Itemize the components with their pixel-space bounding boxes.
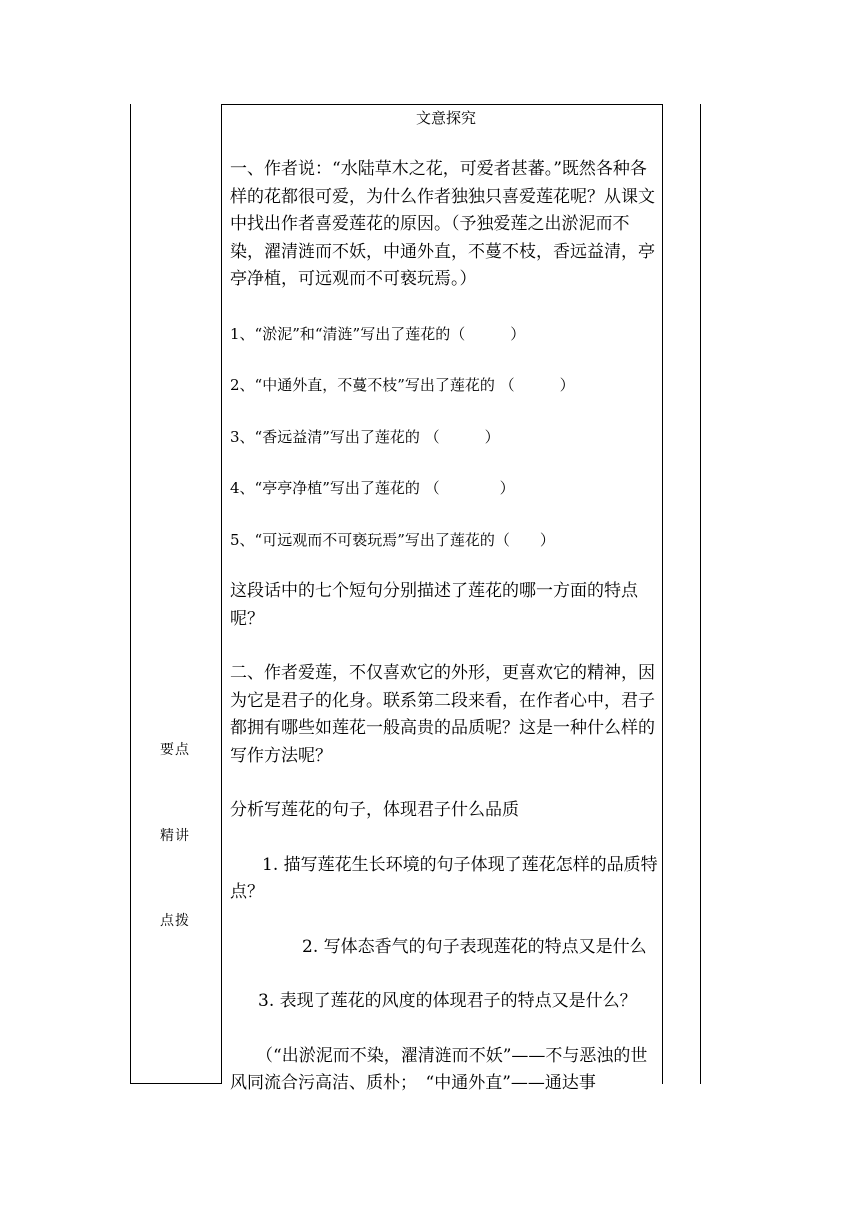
side-label-explanation: 精讲 (160, 828, 190, 844)
content-cell (230, 104, 662, 1125)
question-one-item-4: 4、“亭亭净植”写出了莲花的 （ ） (230, 479, 515, 497)
content-inner-right-border (662, 104, 663, 1084)
column-divider (221, 104, 222, 1084)
analysis-heading: 分析写莲花的句子，体现君子什么品质 (230, 800, 519, 820)
question-one-item-5: 5、“可远观而不可亵玩焉”写出了莲花的（ ） (230, 530, 555, 549)
sub-question-2: 2. 写体态香气的句子表现莲花的特点又是什么 (302, 936, 647, 957)
question-two-intro: 二、作者爱莲，不仅喜欢它的外形，更喜欢它的精神，因为它是君子的化身。联系第二段来看，在作者心中，君子都拥有哪些如莲花一般高贵的品质呢？这是一种什么样的写作方法呢？ (230, 663, 655, 766)
question-one-summary: 这段话中的七个短句分别描述了莲花的哪一方面的特点呢？ (230, 581, 638, 629)
question-one-item-1: 1、“淤泥”和“清涟”写出了莲花的（ ） (230, 324, 526, 343)
question-one-item-3: 3、“香远益清”写出了莲花的 （ ） (230, 427, 500, 446)
sub-question-1: 1. 描写莲花生长环境的句子体现了莲花怎样的品质特点？ (230, 854, 658, 902)
outer-right-border (700, 104, 701, 1084)
answer-text: （“出淤泥而不染，濯清涟而不妖”——不与恶浊的世风同流合污高洁、质朴； “中通外直”——通达事 (230, 1045, 648, 1093)
section-title: 文意探究 (415, 109, 476, 127)
outer-left-border (130, 104, 131, 1084)
question-one-item-2: 2、“中通外直，不蔓不枝”写出了莲花的 （ ） (230, 376, 575, 394)
sub-question-3: 3. 表现了莲花的风度的体现君子的特点又是什么？ (258, 991, 637, 1011)
table-bottom-border (130, 1083, 222, 1084)
question-one-intro: 一、作者说：“水陆草木之花，可爱者甚蕃。”既然各种各样的花都很可爱，为什么作者独独只喜爱莲花呢？从课文中找出作者喜爱莲花的原因。（予独爱莲之出淤泥而不染，濯清涟而不妖，中通外直，不蔓不枝，香远益清，亭亭净植，可远观而不可亵玩焉。） (230, 159, 655, 289)
side-label-guidance: 点拨 (160, 913, 190, 929)
side-label-key-points: 要点 (160, 742, 190, 758)
